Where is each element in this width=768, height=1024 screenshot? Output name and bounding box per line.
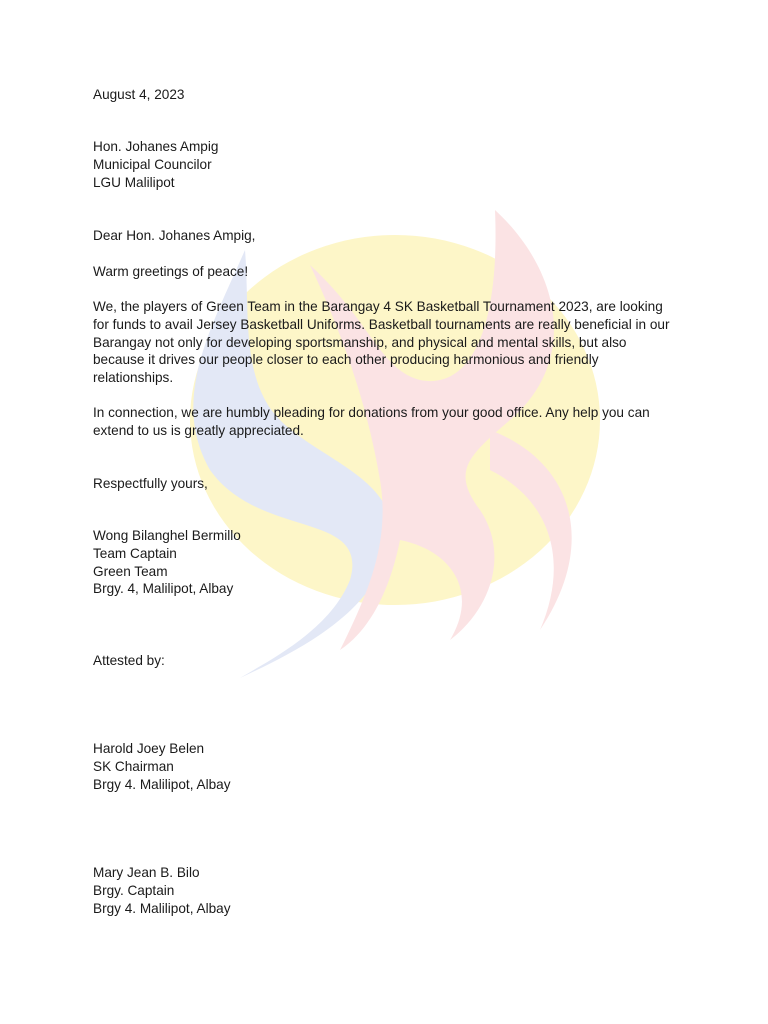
recipient-office: LGU Malilipot	[93, 174, 175, 190]
letter-date: August 4, 2023	[93, 87, 185, 102]
attester-1-title: SK Chairman	[93, 758, 174, 774]
body-paragraph-2: In connection, we are humbly pleading for donations from your good office. Any help you can extend to us is greatly appreciated.	[93, 405, 650, 438]
recipient-block	[93, 138, 693, 191]
recipient-position: Municipal Councilor	[93, 156, 212, 172]
closing: Respectfully yours,	[93, 476, 208, 491]
attester-1-block	[93, 740, 693, 793]
sender-team: Green Team	[93, 563, 168, 579]
greeting: Warm greetings of peace!	[93, 264, 249, 279]
recipient-name: Hon. Johanes Ampig	[93, 139, 219, 154]
sender-address: Brgy. 4, Malilipot, Albay	[93, 581, 234, 597]
sender-title: Team Captain	[93, 545, 177, 561]
body-paragraph-1: We, the players of Green Team in the Barangay 4 SK Basketball Tournament 2023, are looking for funds to avail Jersey Basketball Uniforms. Basketball tournaments are really beneficial in our Barangay not only for developing sportsmanship, and physical and mental skills, but also because it drives our people closer to each other producing harmonious and friendly relationships.	[93, 299, 670, 386]
sender-name: Wong Bilanghel Bermillo	[93, 528, 241, 543]
attested-label: Attested by:	[93, 653, 165, 668]
attester-1-name: Harold Joey Belen	[93, 741, 205, 756]
salutation: Dear Hon. Johanes Ampig,	[93, 228, 256, 243]
sk-logo-icon	[150, 210, 620, 690]
attester-1-address: Brgy 4. Malilipot, Albay	[93, 776, 231, 792]
attester-2-name: Mary Jean B. Bilo	[93, 865, 200, 880]
sender-block	[93, 527, 693, 598]
attester-2-block	[93, 864, 693, 917]
attester-2-address: Brgy 4. Malilipot, Albay	[93, 900, 231, 916]
attester-2-title: Brgy. Captain	[93, 882, 175, 898]
